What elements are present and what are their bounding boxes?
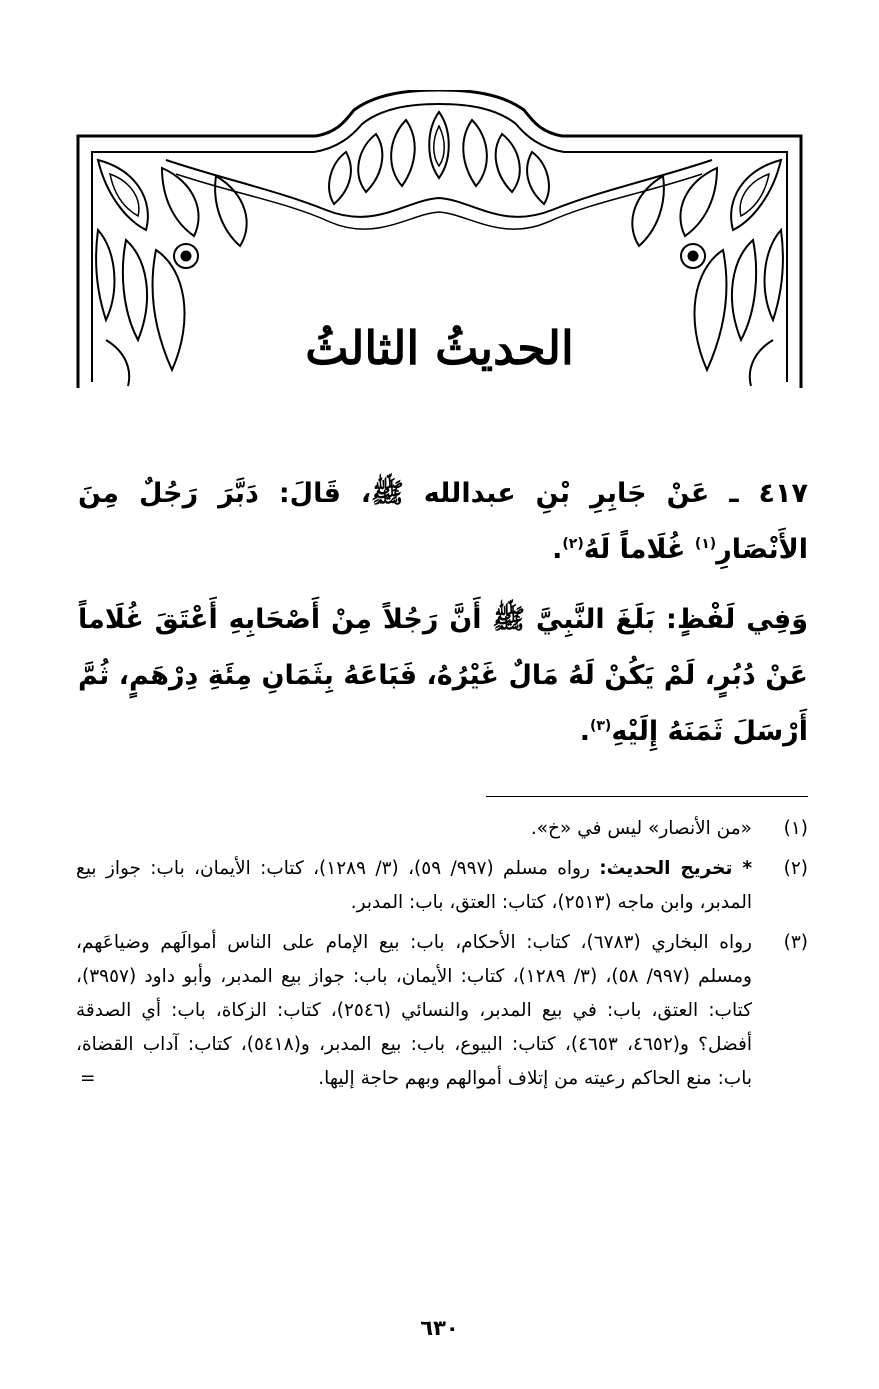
hadith-body-continued: غُلَاماً لَهُ	[583, 534, 695, 565]
variant-end: .	[579, 716, 590, 747]
hadith-end: .	[552, 534, 563, 565]
footnote-number: (٢)	[783, 858, 808, 879]
variant-text	[78, 592, 808, 760]
page-number: ٦٣٠	[420, 1316, 459, 1340]
footnote-text: رواه مسلم (٩٩٧/ ٥٩)، (٣/ ١٢٨٩)، كتاب: الأيمان، باب: جواز بيع المدبر، وابن ماجه (٢٥١٣)، كتاب: العتق، باب: المدبر.	[76, 858, 752, 913]
footnote-number: (١)	[783, 818, 808, 839]
footnote-number: (٣)	[783, 932, 808, 953]
footnote-separator	[486, 796, 808, 797]
footnote-3	[76, 926, 808, 1096]
footnote-ref-1[interactable]: (١)	[694, 536, 717, 552]
hadith-body: ٤١٧ ـ عَنْ جَابِرِ بْنِ عبدالله ﷺ، قَالَ: دَبَّرَ رَجُلٌ مِنَ الأَنْصَارِ	[78, 478, 808, 565]
footnote-ref-2[interactable]: (٢)	[562, 536, 584, 552]
hadith-text	[78, 466, 808, 578]
footnote-text: «من الأنصار» ليس في «خ».	[530, 818, 752, 839]
footnotes	[76, 812, 808, 1102]
footnote-text: رواه البخاري (٦٧٨٣)، كتاب: الأحكام، باب: بيع الإمام على الناس أموالَهم وضياعَهم، ومسلم (٩٩٧/ ٥٨)، (٣/ ١٢٨٩)، كتاب: الأيمان، باب: جواز بيع المدبر، وأبو داود (٣٩٥٧)، كتاب: العتق، باب: في بيع المدبر، والنسائي (٢٥٤٦)، كتاب: الزكاة، باب: أي الصدقة أفضل؟ و(٤٦٥٢، ٤٦٥٣)، كتاب: البيوع، باب: بيع المدبر، و(٥٤١٨)، كتاب: آداب القضاة، باب: منع الحاكم رعيته من إتلاف أموالهم وبهم حاجة إليها.	[76, 932, 752, 1089]
footnote-2	[76, 852, 808, 920]
footnote-label: * تخريج الحديث:	[599, 858, 752, 879]
footnote-ref-3[interactable]: (٣)	[589, 718, 612, 734]
footnote-1	[76, 812, 808, 846]
continuation-mark: =	[80, 1068, 96, 1089]
chapter-heading: الحديثُ الثالثُ	[305, 321, 574, 375]
variant-body: وَفِي لَفْظٍ: بَلَغَ النَّبِيَّ ﷺ أَنَّ رَجُلاً مِنْ أَصْحَابِهِ أَعْتَقَ غُلَاماً عَنْ دُبُرٍ، لَمْ يَكُنْ لَهُ مَالٌ غَيْرُهُ، فَبَاعَهُ بِثَمَانِ مِئَةِ دِرْهَمٍ، ثُمَّ أَرْسَلَ ثَمَنَهُ إِلَيْهِ	[78, 604, 808, 747]
